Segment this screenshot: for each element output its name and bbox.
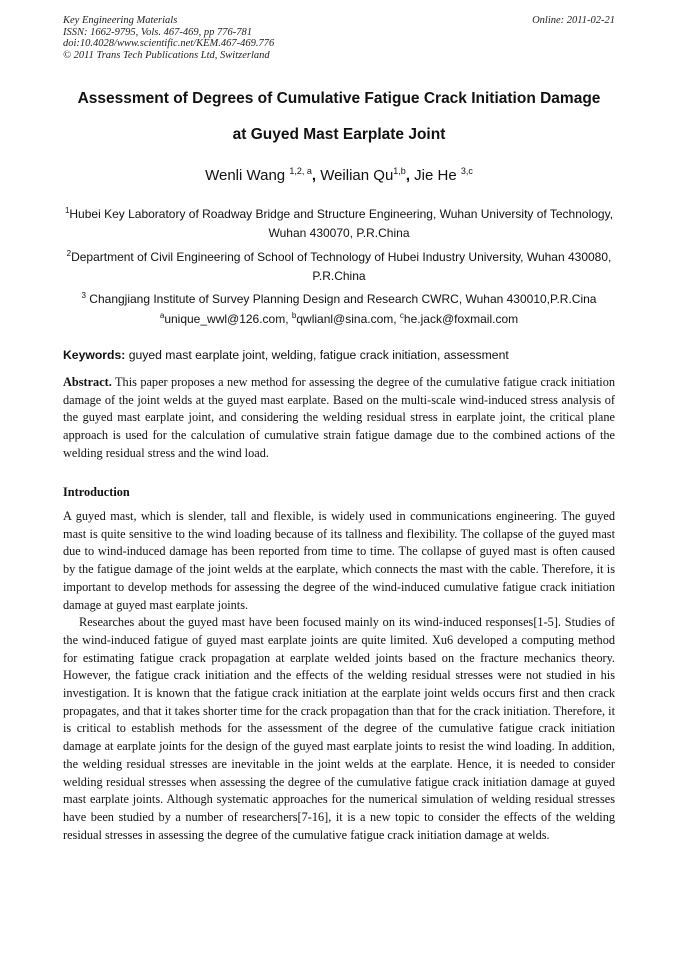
author-list: Wenli Wang $^{1,2, a}$, Weilian Qu$^{1,b}$, Jie He $^{3,c}$ <box>205 166 473 184</box>
abstract-label: Abstract. <box>63 375 112 389</box>
abstract-text: This paper proposes a new method for assessing the degree of the cumulative fatigue crack initiation damage of the joint welds at the guyed mast earplate. Based on the multi-scale wind-induced stress analysis of the guyed mast earplate joint, and considering the welding residual stress in earplate joint, the critical plane approach is used for the calculation of cumulative strain fatigue damage due to the combined actions of the welding residual stress and the wind load. <box>63 375 615 460</box>
journal-header <box>63 15 615 61</box>
journal-name: Key Engineering Materials <box>63 15 178 26</box>
affiliation-marker: 2 <box>66 249 72 258</box>
section-heading-introduction: Introduction <box>63 485 130 499</box>
keywords-label: Keywords: <box>63 348 126 362</box>
keywords-text: guyed mast earplate joint, welding, fatigue crack initiation, assessment <box>125 348 509 362</box>
author-superscript: 3,c <box>460 166 473 176</box>
paper-title-line-1: Assessment of Degrees of Cumulative Fatigue Crack Initiation Damage <box>77 90 601 107</box>
affiliation-text: Changjiang Institute of Survey Planning Design and Research CWRC, Wuhan 430010,P.R.Cina <box>85 292 597 306</box>
email-link[interactable]: qwlianl@sina.com, <box>296 312 400 326</box>
paper-title-line-2: at Guyed Mast Earplate Joint <box>232 126 446 143</box>
email-list <box>63 311 615 326</box>
affiliation-text: Department of Civil Engineering of School of Technology of Hubei Industry University, Wuhan 430080, P.R.China <box>71 250 612 283</box>
affiliation-marker: 3 <box>81 291 86 300</box>
affiliation-marker: 1 <box>64 206 70 215</box>
affiliation-2 <box>63 244 615 286</box>
author-name: Jie He <box>414 167 457 184</box>
affiliation-3 <box>63 286 615 309</box>
author-name: Weilian Qu <box>320 167 394 184</box>
keywords <box>63 348 623 362</box>
online-date: Online: 2011-02-21 <box>532 15 615 26</box>
abstract <box>63 374 615 463</box>
email-marker: b <box>291 311 297 320</box>
email-marker: a <box>159 311 165 320</box>
author-superscript: 1,2, a <box>289 166 312 176</box>
email-link[interactable]: unique_wwl@126.com, <box>164 312 292 326</box>
issn-line: ISSN: 1662-9795, Vols. 467-469, pp 776-781 <box>63 26 252 38</box>
affiliation-text: Hubei Key Laboratory of Roadway Bridge and Structure Engineering, Wuhan University of Technology, Wuhan 430070, P.R.China <box>69 207 614 240</box>
introduction-body <box>63 508 615 844</box>
author-name: Wenli Wang <box>205 167 286 184</box>
copyright-line: © 2011 Trans Tech Publications Ltd, Switzerland <box>63 49 270 61</box>
email-marker: c <box>399 311 404 320</box>
affiliation-1 <box>63 201 615 243</box>
email-link[interactable]: he.jack@foxmail.com <box>403 312 519 326</box>
author-superscript: 1,b <box>393 166 406 176</box>
paragraph: A guyed mast, which is slender, tall and flexible, is widely used in communications engineering. The guyed mast is quite sensitive to the wind loading because of its tallness and flexibility. The collapse of the guyed mast due to wind-induced damage has been reported from time to time. The collapse of guyed mast is often caused by the fatigue damage of the joint welds at the earplate, which connects the mast with the cable. Therefore, it is important to develop methods for assessing the degree of the wind-induced cumulative fatigue crack initiation damage at guyed mast earplate joints. <box>63 509 615 612</box>
paragraph: Researches about the guyed mast have been focused mainly on its wind-induced responses[1-5]. Studies of the wind-induced fatigue of guyed mast earplate joints are quite limited. Xu6 developed a computing method for estimating fatigue crack propagation at earplate welded joints based on the fracture mechanics theory. However, the fatigue crack initiation and the effects of the welding residual stresses were not studied in his investigation. It is known that the fatigue crack initiation at the earplate joint welds occurs first and then crack propagates, and that it takes shorter time for the crack propagation than that for the crack initiation. Therefore, it is critical to establish methods for the assessment of the degree of the cumulative fatigue crack initiation damage at earplate joints for the design of the guyed mast earplate joints to resist the wind loading. In addition, the welding residual stresses are inevitable in the joint welds at the earplate. Hence, it is needed to consider welding residual stresses when assessing the degree of the cumulative fatigue crack initiation damage at guyed mast earplate joints. Although systematic approaches for the numerical simulation of welding residual stresses have been studied by a number of researchers[7-16], it is a new topic to consider the effects of the welding residual stresses in assessing the degree of the cumulative fatigue crack initiation damage at welds. <box>63 615 615 842</box>
doi-line: doi:10.4028/www.scientific.net/KEM.467-469.776 <box>63 38 275 49</box>
